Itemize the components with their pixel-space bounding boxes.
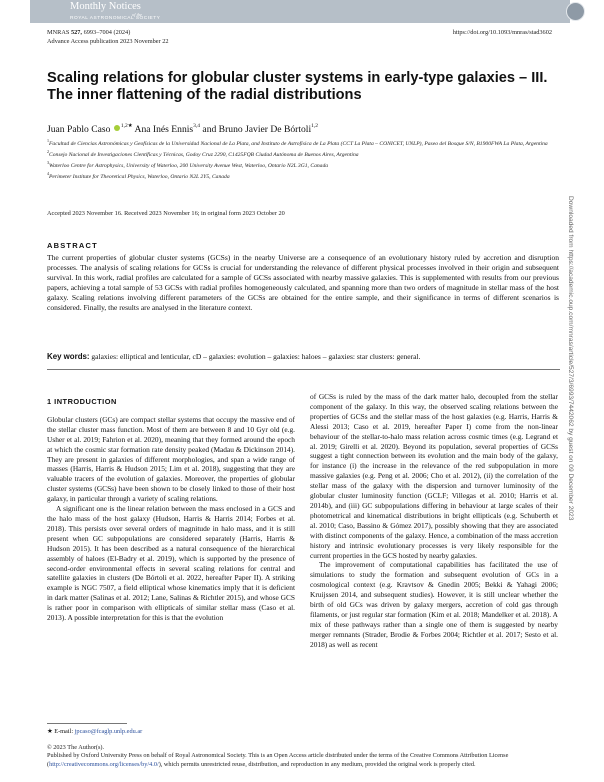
affiliation-item: $^2$Consejo Nacional de Investigaciones Científicas y Técnicas, Godoy Cruz 2290, C1425FQB Ciudad Autónoma de Buenos Aires, Argentina (47, 148, 359, 158)
ras-logo-text: Royal Astronomical Society (587, 4, 604, 16)
abstract-heading: ABSTRACT (47, 241, 98, 250)
keywords (47, 352, 559, 361)
author-1[interactable]: Juan Pablo Caso (47, 124, 111, 135)
download-watermark: Downloaded from https://academic.oup.com/mnras/article/527/3/6993/7442062 by guest on 09 December 2023 (567, 196, 574, 521)
abstract (47, 241, 559, 314)
abstract-text: The current properties of globular cluster systems (GCSs) in the nearby Universe are a consequence of an evolutionary history ruled by accretion and disruption processes. The analysis of scaling relations for GCSs is crucial for understanding the relevance of different physical processes involved in their origin and subsequent survival. In this work, radial profiles are calculated for a sample of GCSs associated with nearby massive galaxies. This is supplemented with results from our previous papers, achieving a total sample of 53 GCSs with radial profiles homogeneously calculated, and spanning more than two orders of magnitude in stellar mass of the host galaxy. Scaling relations involving different parameters of the GCSs are obtained for the entire sample, and their significance in terms of different scenarios is considered. Finally, the results are analysed in the literature context. (47, 253, 559, 313)
paper-title: Scaling relations for globular cluster systems in early-type galaxies – III. The inner flattening of the radial distributions (47, 70, 548, 103)
keywords-label: Key words: (47, 352, 90, 361)
right-column (310, 392, 558, 650)
paragraph: Globular clusters (GCs) are compact stellar systems that occupy the massive end of the stellar cluster mass function. Most of them are between 8 and 10 Gyr old (e.g. Usher et al. 2019; Fahrion et al. 2020), meaning that they formed around the epoch at which the cosmic star formation rate density peaked (Madau & Dickinson 2014). They are present in galaxies of different morphologies, and span a wide range of masses (Harris, Harris & Hudson 2015; Lim et al. 2018), suggesting that they are valuable tracers of the evolution of galaxies. Moreover, the properties of globular cluster systems (GCSs) have been shown to be closely linked to those of their host galaxy, in particular through a variety of scaling relations. (47, 414, 295, 504)
doi-link[interactable]: https://doi.org/10.1093/mnras/stad3602 (452, 29, 552, 36)
author-3[interactable]: and Bruno Javier De Bórtoli (200, 124, 312, 135)
keywords-text: galaxies: elliptical and lenticular, cD – galaxies: evolution – galaxies: haloes – galaxies: star clusters: general. (89, 352, 421, 361)
advance-access: Advance Access publication 2023 November 22 (47, 38, 169, 45)
email-link[interactable]: jpcaso@fcaglp.unlp.edu.ar (74, 728, 143, 735)
copyright-notice (47, 744, 562, 769)
orcid-icon[interactable] (114, 125, 120, 131)
left-column (47, 392, 295, 623)
paragraph: of GCSs is ruled by the mass of the dark matter halo, decoupled from the stellar component of the galaxy. In this way, the observed scaling relations between the properties of GCSs and the stellar mass of the host galaxies (e.g. Harris, Harris & Alessi 2013; Caso et al. 2019, hereafter Paper I) come from the non-linear behaviour of the stellar-to-halo mass relation across cosmic times (e.g. Legrand et al. 2019; Girelli et al. 2020). Beyond its population, several properties of GCSs suggest a tight connection between its evolution and the main body of the galaxy, for instance (i) the increase in the relevance of the red subpopulation in more massive galaxies (e.g. Peng et al. 2006; Cho et al. 2012), (ii) the correlation of the stellar mass of the galaxy with the dispersion and turnover luminosity of the globular cluster luminosity function (GCLF; Villegas et al. 2010; Harris et al. 2014b), and (iii) GC subpopulations differing in behaviour at large scales of their photometrical and kinematical distributions in bright ellipticals (e.g. Schuberth et al. 2010; Caso, Bassino & Gómez 2017), possibly showing that they are associated with distinct components of the galaxy. Hence, a combination of the mass accretion history and intrinsic evolutionary processes is very likely responsible for the current properties in the GCS hosted by nearby galaxies. (310, 392, 558, 560)
banner-of: of the (132, 12, 143, 17)
footnote-divider (47, 723, 127, 724)
author-3-affil: 1,2 (311, 123, 319, 129)
ras-logo-icon (566, 2, 585, 21)
author-1-affil: 1,2★ (120, 123, 133, 129)
journal-volume: 527, (70, 29, 83, 36)
affiliation-item: $^4$Perimeter Institute for Theoretical Physics, Waterloo, Ontario N2L 2Y5, Canada (47, 170, 230, 180)
affiliations (47, 137, 552, 181)
author-list (47, 124, 318, 135)
license-text: Published by Oxford University Press on behalf of Royal Astronomical Society. This is an Open Access article distributed under the terms of the Creative Commons Attribution License (http://creativecommons.org/licenses/by/4.0/), which permits unrestricted reuse, distribution, and reproduction in any medium, provided the original work is properly cited. (47, 752, 509, 768)
affiliation-item: $^1$Facultad de Ciencias Astronómicas y Geofísicas de la Universidad Nacional de La Plata, and Instituto de Astrofísica de La Plata (CCT La Plata – CONICET, UNLP), Paseo del Bosque S/N, B1900FWA La Plata, Argentina (47, 138, 548, 147)
journal-reference (47, 29, 130, 36)
journal-banner (30, 0, 604, 23)
section-heading: 1 INTRODUCTION (47, 397, 117, 406)
author-2-affil: 3,4 (193, 123, 201, 129)
copyright-line: © 2023 The Author(s). (47, 744, 105, 751)
paragraph: A significant one is the linear relation between the mass enclosed in a GCS and the halo mass of the host galaxy (Hudson, Harris & Harris 2014; Forbes et al. 2018). This persists over several orders of magnitude in halo mass, and it is still present when GC subpopulations are considered separately (Harris, Harris & Hudson 2015). It has been described as a natural consequence of the hierarchical assembly of haloes (El-Badry et al. 2019), which is supported by the presence of second-order environmental effects in several scaling relations for central and satellite galaxies in clusters (De Bórtoli et al. 2022, hereafter Paper II). A striking example is NGC 7507, a field elliptical whose kinematics imply that it is deficient in dark matter (Salinas et al. 2012; Lane, Salinas & Richtler 2015), and whose GCS is rather poor in comparison with ellipticals of similar stellar mass (Caso et al. 2013). A possible interpretation for this is that the evolution (47, 504, 295, 623)
license-link[interactable]: http://creativecommons.org/licenses/by/4.0/ (49, 760, 159, 768)
affiliation-item: $^3$Waterloo Centre for Astrophysics, University of Waterloo, 200 University Avenue West, Waterloo, Ontario N2L 3G1, Canada (47, 159, 329, 169)
paragraph: The improvement of computational capabilities has facilitated the use of simulations to study the formation and subsequent evolution of GCs in a cosmological context (e.g. Kravtsov & Gnedin 2005; Bekki & Yahagi 2006; Kruijssen 2014, and subsequent studies). However, it is still unclear whether the birth of old GCs was driven by galaxy mergers, accretion of cold gas through filaments, or just regular star formation (Kim et al. 2018; Mandelker et al. 2018). A mix of these pathways rather than a single one of them is suggested by nearby merger remnants (Strader, Brodie & Forbes 2004; Richtler et al. 2017; Sesto et al. 2018) as well as recent (310, 560, 558, 649)
corresponding-email: ★ E-mail: jpcaso@fcaglp.unlp.edu.ar (47, 728, 143, 735)
author-2[interactable]: Ana Inés Ennis (132, 124, 194, 135)
dates-line: Accepted 2023 November 16. Received 2023 November 16; in original form 2023 October 20 (47, 210, 285, 217)
journal-name: MNRAS (47, 29, 70, 36)
divider (47, 369, 560, 370)
banner-society: ROYAL ASTRONOMICAL SOCIETY (70, 16, 161, 21)
banner-title: Monthly Notices (70, 1, 141, 12)
journal-pages: 6993–7004 (2024) (83, 29, 131, 36)
